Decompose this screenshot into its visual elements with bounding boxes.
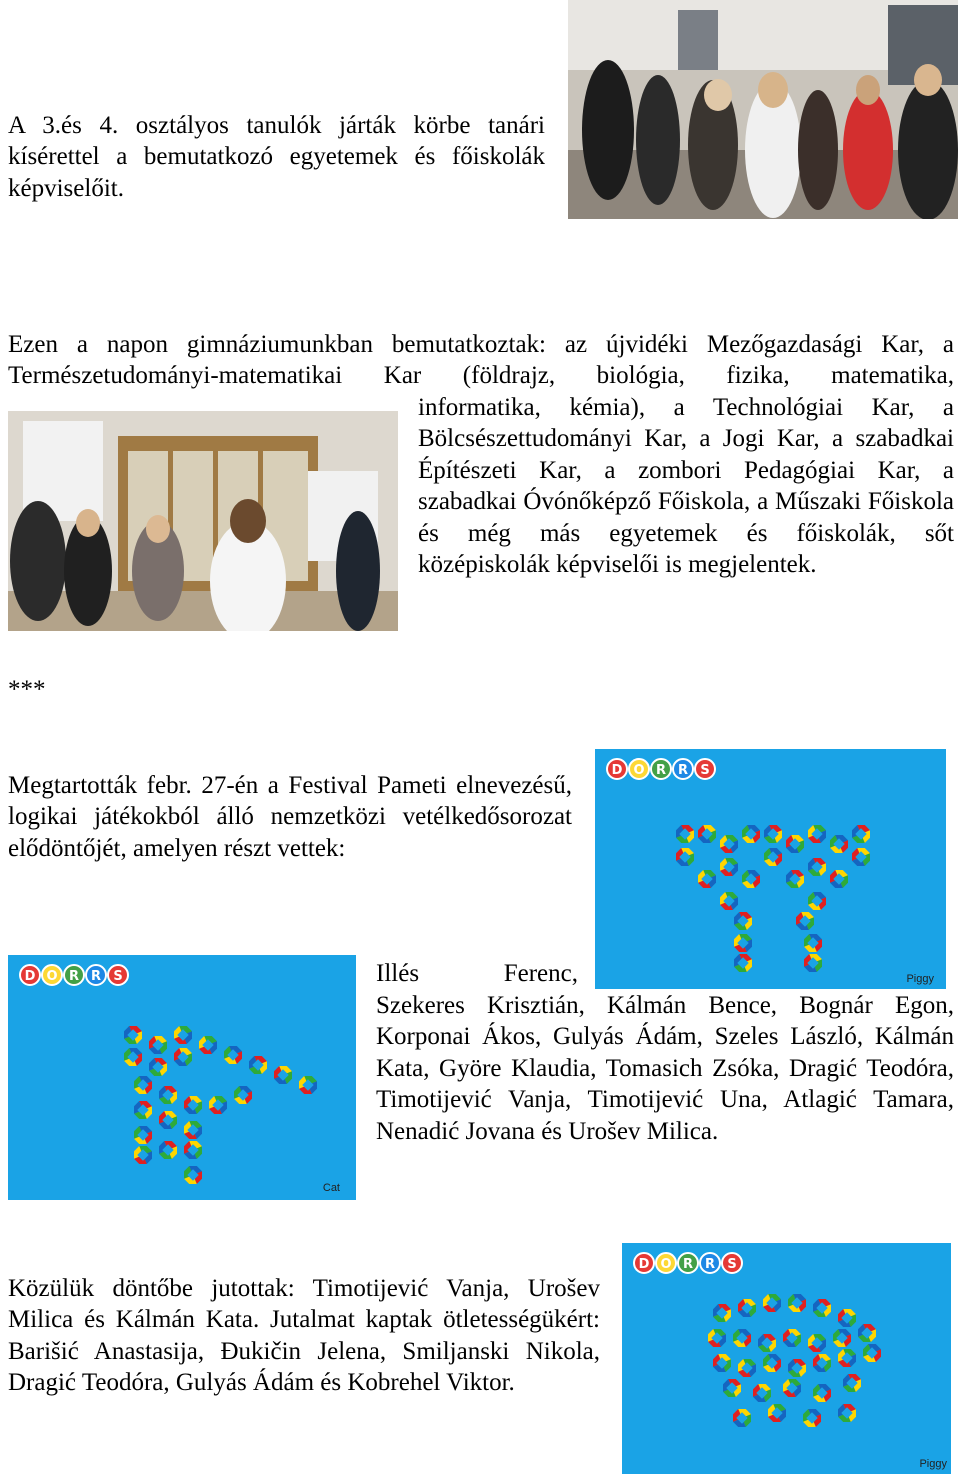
game-piece xyxy=(734,954,752,972)
paragraph-participants-line1-text: Illés Ferenc, xyxy=(376,960,578,987)
game-piece xyxy=(786,835,804,853)
game-label-3: Piggy xyxy=(919,1458,947,1470)
paragraph-faculties-rest-text: informatika, kémia), a Technológiai Kar, a Bölcsészettudományi Kar, a Jogi Kar, a szabadkai Építészeti Kar, a zombori Pedagógiai Kar, a szabadkai Óvónőképző Főiskola, a Műszaki Főiskola és még más egyetemek és főiskolák, sőt középiskolák képviselői is megjelentek. xyxy=(418,394,954,579)
game-piece xyxy=(134,1146,152,1164)
game-piece xyxy=(234,1086,252,1104)
game-piece xyxy=(768,1404,786,1422)
game-piece xyxy=(720,892,738,910)
game-piece xyxy=(742,825,760,843)
game-piece xyxy=(783,1379,801,1397)
game-piece xyxy=(808,1334,826,1352)
game-logo-letter: D xyxy=(638,1257,650,1272)
game-piece xyxy=(852,825,870,843)
game-piece xyxy=(738,1359,756,1377)
game-board-2 xyxy=(8,955,356,1200)
game-screenshot-1 xyxy=(595,749,946,989)
game-logo-letter: R xyxy=(68,969,80,984)
game-logo-letter: O xyxy=(46,969,58,984)
game-piece xyxy=(804,954,822,972)
game-piece xyxy=(808,892,826,910)
paragraph-faculties-rest xyxy=(418,392,954,580)
paragraph-festival xyxy=(8,770,572,864)
game-piece xyxy=(813,1384,831,1402)
game-piece xyxy=(676,848,694,866)
game-piece xyxy=(676,825,694,843)
game-piece xyxy=(713,1304,731,1322)
game-piece xyxy=(134,1126,152,1144)
game-piece xyxy=(698,870,716,888)
game-piece xyxy=(249,1056,267,1074)
game-logo-letter: R xyxy=(90,969,102,984)
game-piece xyxy=(174,1026,192,1044)
game-piece xyxy=(838,1309,856,1327)
game-piece xyxy=(813,1354,831,1372)
game-piece xyxy=(763,1354,781,1372)
game-piece xyxy=(763,1294,781,1312)
game-piece xyxy=(720,835,738,853)
game-piece xyxy=(134,1101,152,1119)
game-piece xyxy=(124,1026,142,1044)
game-piece xyxy=(149,1058,167,1076)
separator-stars: *** xyxy=(8,676,46,703)
game-piece xyxy=(796,912,814,930)
game-piece xyxy=(788,1359,806,1377)
paragraph-visit xyxy=(8,110,545,204)
game-piece xyxy=(124,1048,142,1066)
game-board-1 xyxy=(595,749,946,989)
game-piece xyxy=(224,1046,242,1064)
game-piece xyxy=(863,1344,881,1362)
game-piece xyxy=(149,1036,167,1054)
game-logo-letter: R xyxy=(704,1257,716,1272)
game-piece xyxy=(134,1076,152,1094)
game-piece xyxy=(830,835,848,853)
game-piece xyxy=(808,825,826,843)
game-piece xyxy=(199,1036,217,1054)
game-logo-letter: D xyxy=(611,763,623,778)
game-logo-letter: D xyxy=(24,969,36,984)
paragraph-visit-text: A 3.és 4. osztályos tanulók járták körbe tanári kísérettel a bemutatkozó egyetemek és főiskolák képviselőit. xyxy=(8,112,545,202)
game-piece xyxy=(764,848,782,866)
paragraph-finalists xyxy=(8,1273,600,1399)
game-piece xyxy=(808,858,826,876)
game-logo-letter: R xyxy=(655,763,667,778)
paragraph-finalists-text: Közülük döntőbe jutottak: Timotijević Vanja, Urošev Milica és Kálmán Kata. Jutalmat kaptak ötletességükért: Barišić Anastasija, Đukičin Jelena, Smiljanski Nikola, Dragić Teodóra, Gulyás Ádám és Kobrehel Viktor. xyxy=(8,1275,600,1397)
game-board-3 xyxy=(622,1243,951,1474)
game-piece xyxy=(733,1409,751,1427)
paragraph-participants-line1 xyxy=(376,958,578,989)
game-logo-letter: S xyxy=(700,763,710,778)
game-piece xyxy=(159,1111,177,1129)
game-piece xyxy=(753,1384,771,1402)
game-logo-letter: R xyxy=(677,763,689,778)
game-piece xyxy=(852,848,870,866)
game-piece xyxy=(838,1349,856,1367)
game-logo-letter: R xyxy=(682,1257,694,1272)
game-piece xyxy=(299,1076,317,1094)
game-label-1: Piggy xyxy=(906,973,934,985)
paragraph-faculties-line1-text: Ezen a napon gimnáziumunkban bemutatkoztak: az újvidéki Mezőgazdasági Kar, a xyxy=(8,331,954,358)
game-piece xyxy=(833,1329,851,1347)
game-piece xyxy=(786,870,804,888)
game-piece xyxy=(803,1409,821,1427)
game-logo-letter: S xyxy=(113,969,123,984)
paragraph-faculties-line2 xyxy=(8,360,954,391)
game-piece xyxy=(764,825,782,843)
game-logo-letter: O xyxy=(633,763,645,778)
paragraph-participants-rest xyxy=(376,990,954,1147)
game-label-2: Cat xyxy=(322,1182,340,1194)
game-piece xyxy=(184,1166,202,1184)
game-piece xyxy=(734,912,752,930)
game-screenshot-2 xyxy=(8,955,356,1200)
game-piece xyxy=(159,1086,177,1104)
game-piece xyxy=(184,1141,202,1159)
paragraph-festival-text: Megtartották febr. 27-én a Festival Pameti elnevezésű, logikai játékokból álló nemzetközi vetélkedősorozat elődöntőjét, amelyen részt vettek: xyxy=(8,772,572,862)
paragraph-faculties-line2-text: Természetudományi-matematikai Kar (földrajz, biológia, fizika, matematika, xyxy=(8,362,954,389)
game-logo-letter: O xyxy=(660,1257,672,1272)
game-piece xyxy=(843,1374,861,1392)
paragraph-faculties-line1 xyxy=(8,329,954,360)
game-piece xyxy=(184,1121,202,1139)
game-screenshot-3 xyxy=(622,1243,951,1474)
game-piece xyxy=(788,1294,806,1312)
game-piece xyxy=(274,1066,292,1084)
photo-students-corridor xyxy=(568,0,958,219)
paragraph-participants-rest-text: Szekeres Krisztián, Kálmán Bence, Bognár Egon, Korponai Ákos, Gulyás Ádám, Szeles László, Kálmán Kata, Györe Klaudia, Tomasich Zsóka, Dragić Teodóra, Timotijević Vanja, Timotijević Una, Atlagić Tamara, Nenadić Jovana és Urošev Milica. xyxy=(376,992,954,1145)
game-piece xyxy=(783,1329,801,1347)
game-piece xyxy=(738,1299,756,1317)
game-piece xyxy=(174,1048,192,1066)
game-piece xyxy=(184,1096,202,1114)
game-piece xyxy=(838,1404,856,1422)
game-piece xyxy=(720,858,738,876)
game-piece xyxy=(858,1324,876,1342)
game-piece xyxy=(758,1334,776,1352)
game-piece xyxy=(830,870,848,888)
photo-exhibition-room xyxy=(8,411,398,631)
game-piece xyxy=(698,825,716,843)
game-logo-letter: S xyxy=(727,1257,737,1272)
game-piece xyxy=(742,870,760,888)
game-piece xyxy=(713,1354,731,1372)
game-piece xyxy=(804,934,822,952)
game-piece xyxy=(734,934,752,952)
game-piece xyxy=(159,1141,177,1159)
game-piece xyxy=(708,1329,726,1347)
game-piece xyxy=(209,1096,227,1114)
game-piece xyxy=(733,1329,751,1347)
game-piece xyxy=(813,1299,831,1317)
game-piece xyxy=(723,1379,741,1397)
